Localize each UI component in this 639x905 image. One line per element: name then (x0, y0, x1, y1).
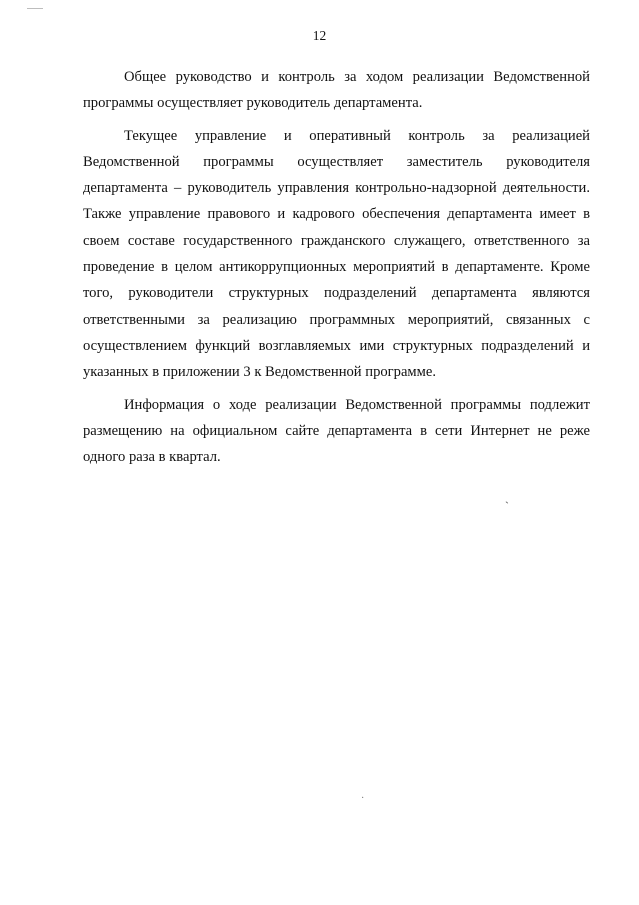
stray-tick-mark: ` (505, 499, 509, 513)
paragraph-information-publication: Информация о ходе реализации Ведомственной программы подлежит размещению на официальном сайте департамента в сети Интернет не реже одного раза в квартал. (83, 396, 590, 466)
paragraph-current-management: Текущее управление и оперативный контроль за реализацией Ведомственной программы осуществляет заместитель руководителя департамента – руководитель управления контрольно-надзорной деятельности. Также управление правового и кадрового обеспечения департамента имеет в своем составе государственного гражданского служащего, ответственного за проведение в целом антикоррупционных мероприятий в департаменте. Кроме того, руководители структурных подразделений департамента являются ответственными за реализацию программных мероприятий, связанных с осуществлением функций возглавляемых ими структурных подразделений и указанных в приложении 3 к Ведомственной программе. (83, 127, 590, 381)
scan-corner-mark (27, 8, 43, 9)
paragraph-general-management: Общее руководство и контроль за ходом реализации Ведомственной программы осуществляет руководитель департамента. (83, 69, 590, 112)
stray-dot-mark: · (361, 793, 365, 804)
page-number: 12 (312, 28, 327, 43)
document-body (83, 64, 590, 470)
